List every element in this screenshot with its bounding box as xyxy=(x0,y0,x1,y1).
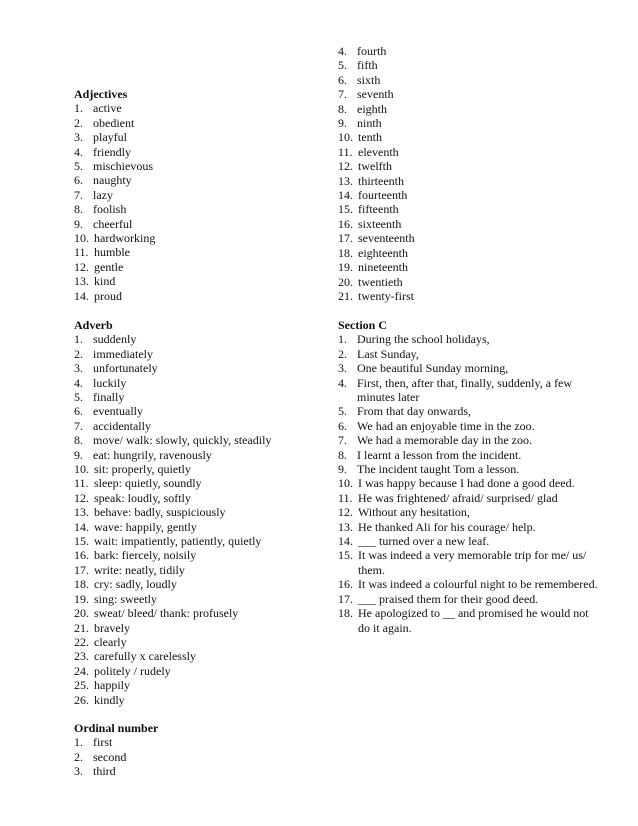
item-number: 21. xyxy=(338,288,353,303)
section-heading: Section C xyxy=(338,318,387,332)
item-text: naughty xyxy=(93,173,132,188)
list-item xyxy=(338,462,598,476)
list-item xyxy=(338,577,598,591)
item-number: 10. xyxy=(74,462,89,477)
list-item xyxy=(74,376,324,390)
item-text: It was indeed a colourful night to be remembered. xyxy=(358,577,598,592)
item-text: fifth xyxy=(357,58,378,73)
item-number: 11. xyxy=(74,245,89,260)
item-number: 18. xyxy=(338,245,353,260)
item-number: 15. xyxy=(338,548,353,563)
item-number: 16. xyxy=(74,548,89,563)
item-text: kindly xyxy=(94,692,125,707)
item-number: 4. xyxy=(74,144,83,159)
item-number: 17. xyxy=(338,231,353,246)
list-item xyxy=(74,145,324,159)
item-text: nineteenth xyxy=(358,260,408,275)
section-heading: Adverb xyxy=(74,318,113,332)
list-item xyxy=(338,520,598,534)
list-item xyxy=(74,548,324,562)
list-item xyxy=(338,404,598,418)
item-number: 8. xyxy=(338,101,347,116)
list-item xyxy=(74,476,324,490)
list-item xyxy=(338,130,598,144)
item-number: 8. xyxy=(74,433,83,448)
item-number: 4. xyxy=(338,375,347,390)
list-item xyxy=(338,116,598,130)
list-item xyxy=(74,520,324,534)
list-item xyxy=(74,289,324,303)
list-item xyxy=(74,491,324,505)
item-text: sixteenth xyxy=(358,216,402,231)
adverb-section xyxy=(74,318,324,707)
item-number: 21. xyxy=(74,620,89,635)
item-text: sleep: quietly, soundly xyxy=(94,476,202,491)
item-number: 10. xyxy=(74,231,89,246)
item-number: 4. xyxy=(74,375,83,390)
item-text: active xyxy=(93,101,122,116)
item-text: eventually xyxy=(93,404,143,419)
list-item xyxy=(74,606,324,620)
item-text: bark: fiercely, noisily xyxy=(94,548,197,563)
item-text: eat: hungrily, ravenously xyxy=(93,447,212,462)
item-text: first xyxy=(93,735,113,750)
item-number: 3. xyxy=(338,361,347,376)
item-number: 3. xyxy=(74,130,83,145)
list-item xyxy=(74,390,324,404)
item-text: write: neatly, tidily xyxy=(94,562,185,577)
item-text: playful xyxy=(93,130,127,145)
item-text: clearly xyxy=(94,634,127,649)
item-number: 1. xyxy=(338,332,347,347)
list-item xyxy=(74,448,324,462)
item-text: finally xyxy=(93,390,125,405)
item-number: 17. xyxy=(338,591,353,606)
item-number: 9. xyxy=(74,447,83,462)
list-item xyxy=(74,750,324,764)
item-number: 3. xyxy=(74,764,83,779)
list-item xyxy=(338,419,598,433)
item-number: 2. xyxy=(74,749,83,764)
list-item xyxy=(338,347,598,361)
section-c-list xyxy=(338,332,598,635)
list-item xyxy=(338,433,598,447)
item-text: Without any hesitation, xyxy=(358,505,470,520)
item-number: 7. xyxy=(338,433,347,448)
item-text: third xyxy=(93,764,116,779)
item-text: eighteenth xyxy=(358,245,408,260)
item-number: 5. xyxy=(338,58,347,73)
item-number: 11. xyxy=(338,144,353,159)
item-text: seventeenth xyxy=(358,231,415,246)
item-number: 7. xyxy=(74,418,83,433)
item-number: 8. xyxy=(74,202,83,217)
list-item xyxy=(74,664,324,678)
list-item xyxy=(74,101,324,115)
item-text: We had a memorable day in the zoo. xyxy=(357,433,532,448)
item-text: From that day onwards, xyxy=(357,404,471,419)
list-item xyxy=(74,159,324,173)
item-text: unfortunately xyxy=(93,361,158,376)
list-item xyxy=(74,764,324,778)
item-number: 11. xyxy=(74,476,89,491)
list-item xyxy=(74,332,324,346)
ordinal-list xyxy=(74,735,324,778)
item-text: fourth xyxy=(357,44,387,58)
item-text: bravely xyxy=(94,620,130,635)
item-text: thirteenth xyxy=(358,173,404,188)
item-text: kind xyxy=(94,274,116,289)
item-text: immediately xyxy=(93,346,153,361)
list-item xyxy=(74,462,324,476)
item-number: 2. xyxy=(338,346,347,361)
item-text: twelfth xyxy=(358,159,392,174)
item-number: 7. xyxy=(74,187,83,202)
item-text: sweat/ bleed/ thank: profusely xyxy=(94,606,239,621)
list-item xyxy=(74,505,324,519)
item-text: I learnt a lesson from the incident. xyxy=(357,447,522,462)
ordinal-section xyxy=(74,721,324,779)
item-number: 4. xyxy=(338,44,347,58)
list-item xyxy=(338,534,598,548)
list-item xyxy=(74,621,324,635)
list-item xyxy=(74,202,324,216)
item-number: 6. xyxy=(338,72,347,87)
item-number: 2. xyxy=(74,346,83,361)
section-heading: Ordinal number xyxy=(74,721,159,735)
item-number: 12. xyxy=(338,159,353,174)
list-item xyxy=(338,592,598,606)
item-number: 5. xyxy=(74,390,83,405)
item-text: luckily xyxy=(93,375,127,390)
item-text: Last Sunday, xyxy=(357,346,419,361)
item-number: 13. xyxy=(338,519,353,534)
item-number: 22. xyxy=(74,634,89,649)
item-number: 16. xyxy=(338,577,353,592)
item-text: sit: properly, quietly xyxy=(94,462,191,477)
item-text: fourteenth xyxy=(358,188,408,203)
item-number: 12. xyxy=(74,259,89,274)
list-item xyxy=(74,563,324,577)
list-item xyxy=(74,678,324,692)
item-text: twentieth xyxy=(358,274,403,289)
list-item xyxy=(338,102,598,116)
item-number: 7. xyxy=(338,87,347,102)
item-number: 1. xyxy=(74,332,83,347)
item-number: 1. xyxy=(74,735,83,750)
adjectives-section xyxy=(74,87,324,303)
item-number: 19. xyxy=(74,591,89,606)
list-item xyxy=(74,274,324,288)
item-text: seventh xyxy=(357,87,394,102)
item-text: obedient xyxy=(93,115,135,130)
list-item xyxy=(74,404,324,418)
list-item xyxy=(74,188,324,202)
ordinal-continued-section xyxy=(338,44,598,303)
item-number: 9. xyxy=(338,462,347,477)
item-number: 19. xyxy=(338,260,353,275)
item-text: sing: sweetly xyxy=(94,591,157,606)
item-number: 10. xyxy=(338,476,353,491)
item-number: 5. xyxy=(74,159,83,174)
item-number: 18. xyxy=(338,606,353,621)
item-number: 20. xyxy=(338,274,353,289)
item-text: tenth xyxy=(358,130,382,145)
list-item xyxy=(74,347,324,361)
item-text: cry: sadly, loudly xyxy=(94,577,177,592)
section-heading: Adjectives xyxy=(74,87,128,101)
item-number: 13. xyxy=(74,505,89,520)
list-item xyxy=(338,548,598,577)
item-number: 5. xyxy=(338,404,347,419)
list-item xyxy=(338,231,598,245)
list-item xyxy=(74,419,324,433)
item-number: 12. xyxy=(74,490,89,505)
item-number: 1. xyxy=(74,101,83,116)
item-text: lazy xyxy=(93,187,113,202)
list-item xyxy=(338,376,598,405)
item-text: First, then, after that, finally, suddenly, a few minutes later xyxy=(357,375,573,405)
item-text: politely / rudely xyxy=(94,663,171,678)
item-number: 14. xyxy=(74,519,89,534)
item-number: 14. xyxy=(338,534,353,549)
item-text: behave: badly, suspiciously xyxy=(94,505,226,520)
item-text: He apologized to __ and promised he would not do it again. xyxy=(358,606,589,635)
item-text: happily xyxy=(94,678,130,693)
list-item xyxy=(338,275,598,289)
list-item xyxy=(74,735,324,749)
item-text: During the school holidays, xyxy=(357,332,490,347)
item-text: It was indeed a very memorable trip for me/ us/ them. xyxy=(358,548,587,577)
item-text: eighth xyxy=(357,101,387,116)
list-item xyxy=(338,73,598,87)
list-item xyxy=(74,231,324,245)
item-number: 18. xyxy=(74,577,89,592)
item-number: 16. xyxy=(338,216,353,231)
item-text: ninth xyxy=(357,116,382,131)
list-item xyxy=(338,332,598,346)
item-text: sixth xyxy=(357,72,381,87)
item-text: We had an enjoyable time in the zoo. xyxy=(357,418,535,433)
adverb-list xyxy=(74,332,324,707)
item-text: hardworking xyxy=(94,231,156,246)
item-number: 2. xyxy=(74,115,83,130)
list-item xyxy=(74,649,324,663)
list-item xyxy=(74,116,324,130)
item-number: 14. xyxy=(338,188,353,203)
item-number: 9. xyxy=(338,116,347,131)
list-item xyxy=(338,202,598,216)
list-item xyxy=(338,188,598,202)
item-text: cheerful xyxy=(93,216,133,231)
list-item xyxy=(338,289,598,303)
item-text: ___ turned over a new leaf. xyxy=(358,534,490,549)
item-number: 26. xyxy=(74,692,89,707)
item-text: One beautiful Sunday morning, xyxy=(357,361,509,376)
item-text: humble xyxy=(94,245,130,260)
item-number: 25. xyxy=(74,678,89,693)
item-number: 11. xyxy=(338,490,353,505)
list-item xyxy=(74,577,324,591)
list-item xyxy=(338,145,598,159)
list-item xyxy=(338,44,598,58)
item-text: The incident taught Tom a lesson. xyxy=(357,462,520,477)
item-number: 8. xyxy=(338,447,347,462)
item-number: 20. xyxy=(74,606,89,621)
list-item xyxy=(74,173,324,187)
list-item xyxy=(74,217,324,231)
item-text: speak: loudly, softly xyxy=(94,490,191,505)
list-item xyxy=(338,174,598,188)
item-text: second xyxy=(93,749,127,764)
list-item xyxy=(338,159,598,173)
list-item xyxy=(338,361,598,375)
list-item xyxy=(74,433,324,447)
list-item xyxy=(338,217,598,231)
item-number: 10. xyxy=(338,130,353,145)
item-number: 13. xyxy=(338,173,353,188)
list-item xyxy=(74,361,324,375)
section-c xyxy=(338,318,598,635)
item-text: He thanked Ali for his courage/ help. xyxy=(358,519,536,534)
item-text: carefully x carelessly xyxy=(94,649,196,664)
item-number: 17. xyxy=(74,562,89,577)
list-item xyxy=(338,505,598,519)
list-item xyxy=(74,592,324,606)
adjectives-list xyxy=(74,101,324,303)
list-item xyxy=(74,693,324,707)
item-text: ___ praised them for their good deed. xyxy=(358,591,539,606)
list-item xyxy=(338,448,598,462)
list-item xyxy=(338,260,598,274)
item-text: proud xyxy=(94,288,122,303)
item-number: 6. xyxy=(338,418,347,433)
list-item xyxy=(338,606,598,635)
list-item xyxy=(338,87,598,101)
item-number: 15. xyxy=(338,202,353,217)
item-number: 23. xyxy=(74,649,89,664)
item-text: foolish xyxy=(93,202,127,217)
item-text: friendly xyxy=(93,144,131,159)
item-number: 6. xyxy=(74,404,83,419)
item-text: mischievous xyxy=(93,159,153,174)
item-text: wave: happily, gently xyxy=(94,519,197,534)
item-text: move/ walk: slowly, quickly, steadily xyxy=(93,433,272,448)
list-item xyxy=(74,130,324,144)
item-number: 15. xyxy=(74,534,89,549)
item-text: gentle xyxy=(94,259,124,274)
list-item xyxy=(74,534,324,548)
list-item xyxy=(74,260,324,274)
item-text: He was frightened/ afraid/ surprised/ glad xyxy=(358,490,558,505)
item-text: twenty-first xyxy=(358,288,414,303)
list-item xyxy=(74,245,324,259)
item-number: 24. xyxy=(74,663,89,678)
item-text: I was happy because I had done a good deed. xyxy=(358,476,575,491)
list-item xyxy=(338,58,598,72)
list-item xyxy=(74,635,324,649)
list-item xyxy=(338,246,598,260)
item-number: 9. xyxy=(74,216,83,231)
item-number: 6. xyxy=(74,173,83,188)
list-item xyxy=(338,476,598,490)
item-number: 14. xyxy=(74,288,89,303)
item-number: 13. xyxy=(74,274,89,289)
item-text: wait: impatiently, patiently, quietly xyxy=(94,534,262,549)
item-number: 3. xyxy=(74,361,83,376)
item-number: 12. xyxy=(338,505,353,520)
item-text: eleventh xyxy=(358,144,399,159)
ordinal-continued-list xyxy=(338,44,598,303)
item-text: suddenly xyxy=(93,332,137,347)
list-item xyxy=(338,491,598,505)
item-text: fifteenth xyxy=(358,202,399,217)
item-text: accidentally xyxy=(93,418,151,433)
